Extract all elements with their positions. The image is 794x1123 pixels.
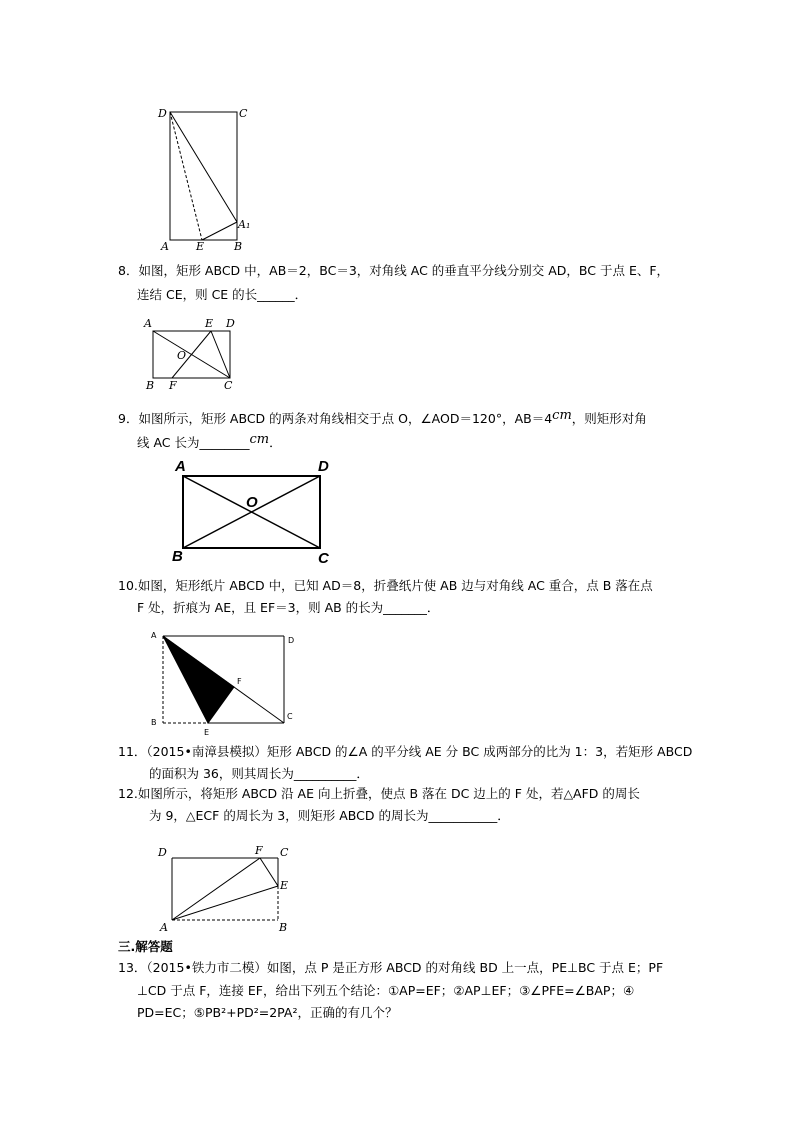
label-d: D [226,317,235,330]
label-a: A [161,240,169,253]
label-e: E [205,317,214,330]
q8-line1: 8．如图，矩形 ABCD 中，AB＝2，BC＝3，对角线 AC 的垂直平分线分别交 AD，BC 于点 E、F， [118,263,670,278]
q9-unit-cm-1: cm [552,408,572,423]
label-c: C [318,550,329,567]
label-c: C [224,379,233,392]
q12-line2: 为 9，△ECF 的周长为 3，则矩形 ABCD 的周长为___________． [149,808,510,823]
label-d: D [288,636,295,645]
q9-line2-text-a: 线 AC 长为________ [137,435,250,450]
fold-line-ae [172,886,278,920]
line-d-a1 [170,112,237,222]
figure-q10-svg [148,625,308,740]
figure-q7-svg [150,100,260,260]
rectangle-abcd [170,112,237,240]
label-b: B [234,240,243,253]
q9-line2-text-b: ． [269,435,282,450]
q13-line2: ⊥CD 于点 F，连接 EF，给出下列五个结论：①AP=EF；②AP⊥EF；③∠PFE=∠BAP；④ [137,983,635,998]
q13-line1: 13．（2015•铁力市二模）如图，点 P 是正方形 ABCD 的对角线 BD 上一点，PE⊥BC 于点 E；PF [118,960,664,975]
line-e-a1 [202,222,237,240]
label-a1: A₁ [238,218,251,231]
figure-q9-svg [170,455,340,567]
label-b: B [146,379,155,392]
label-c: C [280,846,289,859]
folded-triangle-afe [163,636,234,723]
figure-q9 [170,455,340,567]
dashed-line-d-e [170,112,202,240]
line-fe [260,858,278,886]
label-a: A [175,458,186,475]
figure-q12-svg [150,840,300,935]
label-f: F [237,677,242,686]
label-c: C [239,107,248,120]
q12-line1: 12.如图所示，将矩形 ABCD 沿 AE 向上折叠，使点 B 落在 DC 边上的 F 处，若△AFD 的周长 [118,786,640,801]
q8-line2: 连结 CE，则 CE 的长______． [137,287,308,302]
q9-line1-text-a: 9．如图所示，矩形 ABCD 的两条对角线相交于点 O，∠AOD＝120°，AB＝4 [118,411,553,426]
q9-line1 [118,408,647,431]
figure-q12 [150,840,300,935]
label-f: F [169,379,177,392]
figure-q8-svg [140,312,250,392]
label-d: D [158,846,167,859]
label-e: E [196,240,205,253]
q9-unit-cm-2: cm [249,432,270,447]
q11-line2: 的面积为 36，则其周长为__________． [149,766,369,781]
figure-q7 [150,100,260,260]
label-a: A [144,317,152,330]
label-b: B [151,718,157,727]
label-a: A [151,631,157,640]
q10-line2: F 处，折痕为 AE，且 EF＝3，则 AB 的长为_______． [137,600,440,615]
figure-q10 [148,625,308,740]
label-e: E [204,728,210,737]
label-f: F [255,844,263,857]
label-d: D [158,107,167,120]
label-c: C [287,712,293,721]
label-o: O [246,494,258,511]
label-o: O [177,349,187,362]
label-e: E [280,879,289,892]
q9-line2 [137,432,282,455]
q9-line1-text-b: ，则矩形对角 [571,411,647,426]
label-b: B [279,921,288,934]
q13-line3: PD=EC；⑤PB²+PD²=2PA²，正确的有几个？ [137,1005,398,1020]
label-b: B [172,548,183,565]
label-a: A [160,921,168,934]
section-heading: 三.解答题 [118,939,173,954]
line-af [172,858,260,920]
line-ce [211,331,230,378]
label-d: D [318,458,329,475]
q11-line1: 11．（2015•南漳县模拟）矩形 ABCD 的∠A 的平分线 AE 分 BC 成两部分的比为 1：3，若矩形 ABCD [118,744,693,759]
q10-line1: 10.如图，矩形纸片 ABCD 中，已知 AD＝8，折叠纸片使 AB 边与对角线 AC 重合，点 B 落在点 [118,578,653,593]
figure-q8 [140,312,250,392]
